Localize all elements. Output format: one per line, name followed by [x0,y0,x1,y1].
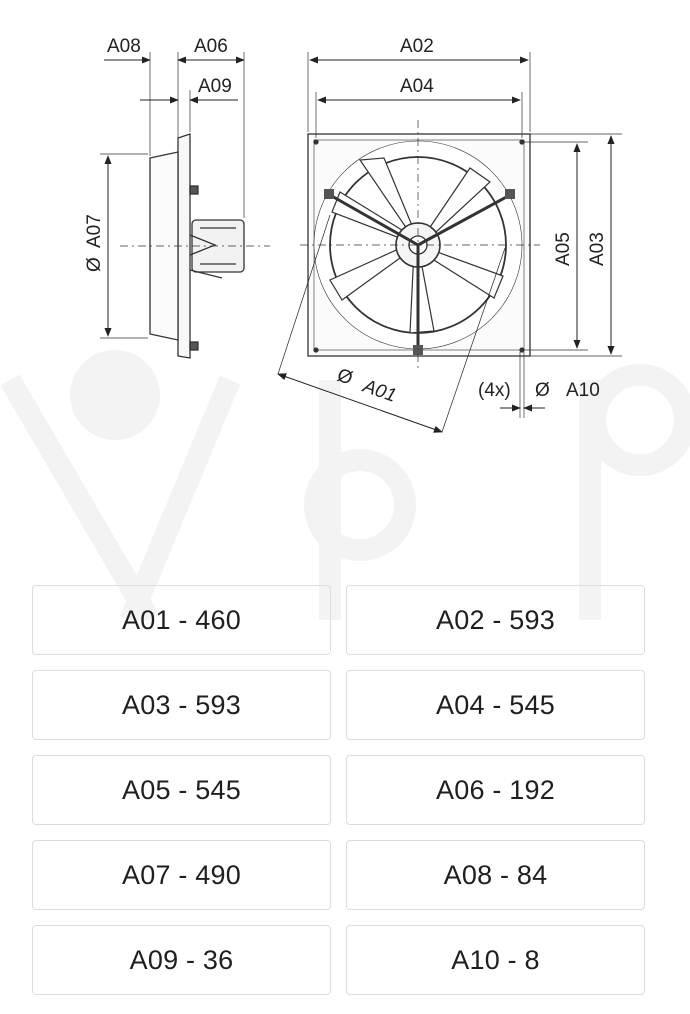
label-a07-diameter: Ø [84,257,105,272]
label-a06: A06 [194,36,228,57]
dimension-cell-a07: A07 - 490 [32,840,331,910]
label-a08: A08 [107,36,141,57]
side-view [100,52,270,358]
label-a02: A02 [400,36,434,57]
label-a04: A04 [400,76,434,97]
label-a01: A01 [360,375,400,407]
label-a10-diameter: Ø [535,380,550,401]
dimension-cell-a04: A04 - 545 [346,670,645,740]
dimension-cell-a09: A09 - 36 [32,925,331,995]
dimension-grid [32,585,645,995]
dimension-cell-a06: A06 - 192 [346,755,645,825]
dimension-cell-a10: A10 - 8 [346,925,645,995]
label-a05: A05 [553,232,574,266]
label-a03: A03 [587,232,608,266]
dimension-cell-a05: A05 - 545 [32,755,331,825]
label-qty: (4x) [478,380,511,401]
label-a09: A09 [198,76,232,97]
label-a01-diameter: Ø [334,364,356,390]
dimension-cell-a01: A01 - 460 [32,585,331,655]
label-a07: A07 [84,214,105,248]
label-a10: A10 [566,380,600,401]
dimension-cell-a03: A03 - 593 [32,670,331,740]
dimension-cell-a02: A02 - 593 [346,585,645,655]
dimension-cell-a08: A08 - 84 [346,840,645,910]
